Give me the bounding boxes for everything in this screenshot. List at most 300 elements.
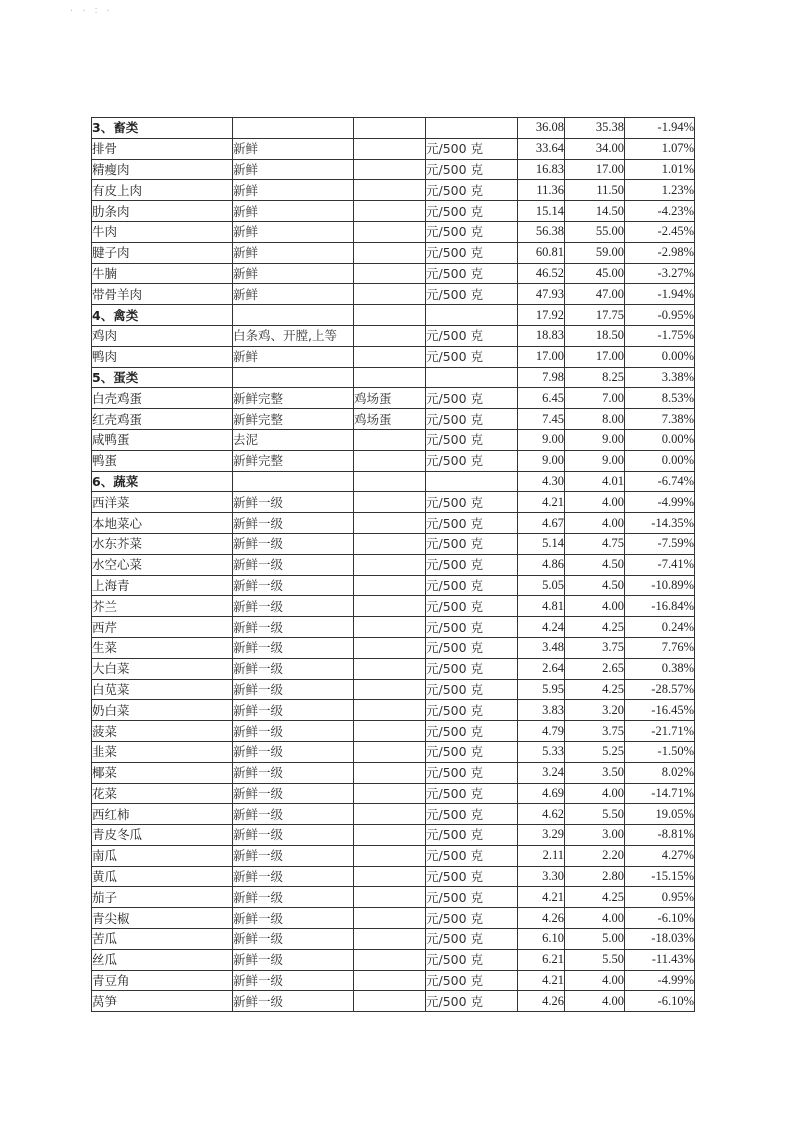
item-change: 0.00%	[625, 450, 695, 471]
item-unit: 元/500 克	[426, 762, 518, 783]
item-unit: 元/500 克	[426, 783, 518, 804]
item-change: -6.10%	[625, 991, 695, 1012]
item-unit: 元/500 克	[426, 617, 518, 638]
table-row	[92, 492, 695, 513]
item-grade: 鸡场蛋	[354, 409, 426, 430]
item-unit: 元/500 克	[426, 180, 518, 201]
table-row	[92, 242, 695, 263]
item-change: -1.50%	[625, 741, 695, 762]
table-row	[92, 284, 695, 305]
item-name: 有皮上肉	[92, 180, 233, 201]
item-prev-price: 3.48	[518, 637, 565, 658]
item-change: 0.38%	[625, 658, 695, 679]
item-spec: 新鲜	[233, 221, 354, 242]
table-row	[92, 845, 695, 866]
item-curr-price: 3.75	[565, 721, 625, 742]
item-curr-price: 11.50	[565, 180, 625, 201]
item-curr-price: 4.25	[565, 679, 625, 700]
table-row	[92, 263, 695, 284]
item-name: 花菜	[92, 783, 233, 804]
item-curr-price: 4.00	[565, 492, 625, 513]
item-change: 1.07%	[625, 138, 695, 159]
item-name: 茄子	[92, 887, 233, 908]
item-spec: 新鲜一级	[233, 804, 354, 825]
category-row	[92, 305, 695, 326]
item-change: -7.59%	[625, 533, 695, 554]
item-grade	[354, 284, 426, 305]
table-row	[92, 929, 695, 950]
item-curr-price: 59.00	[565, 242, 625, 263]
item-unit: 元/500 克	[426, 991, 518, 1012]
item-curr-price: 2.65	[565, 658, 625, 679]
item-unit: 元/500 克	[426, 825, 518, 846]
item-name: 黄瓜	[92, 866, 233, 887]
item-unit: 元/500 克	[426, 741, 518, 762]
item-name: 芥兰	[92, 596, 233, 617]
table-row	[92, 575, 695, 596]
item-spec: 新鲜一级	[233, 575, 354, 596]
table-row	[92, 949, 695, 970]
item-grade	[354, 180, 426, 201]
item-grade	[354, 201, 426, 222]
category-row	[92, 118, 695, 139]
category-spec-cell	[233, 305, 354, 326]
item-prev-price: 17.00	[518, 346, 565, 367]
item-unit: 元/500 克	[426, 637, 518, 658]
item-grade	[354, 658, 426, 679]
category-unit-cell	[426, 305, 518, 326]
item-prev-price: 7.45	[518, 409, 565, 430]
item-change: -7.41%	[625, 554, 695, 575]
category-change: -1.94%	[625, 118, 695, 139]
table-row	[92, 533, 695, 554]
item-grade	[354, 866, 426, 887]
item-name: 青尖椒	[92, 908, 233, 929]
item-spec: 新鲜	[233, 263, 354, 284]
item-name: 上海青	[92, 575, 233, 596]
item-curr-price: 5.00	[565, 929, 625, 950]
item-curr-price: 4.00	[565, 596, 625, 617]
item-grade	[354, 741, 426, 762]
item-change: 0.00%	[625, 346, 695, 367]
item-change: 4.27%	[625, 845, 695, 866]
table-row	[92, 388, 695, 409]
table-row	[92, 201, 695, 222]
item-unit: 元/500 克	[426, 325, 518, 346]
item-grade	[354, 325, 426, 346]
item-unit: 元/500 克	[426, 201, 518, 222]
item-curr-price: 4.00	[565, 908, 625, 929]
item-name: 奶白菜	[92, 700, 233, 721]
item-prev-price: 4.86	[518, 554, 565, 575]
item-unit: 元/500 克	[426, 929, 518, 950]
item-curr-price: 5.25	[565, 741, 625, 762]
item-spec: 新鲜一级	[233, 700, 354, 721]
item-unit: 元/500 克	[426, 721, 518, 742]
item-name: 带骨羊肉	[92, 284, 233, 305]
item-grade	[354, 845, 426, 866]
item-unit: 元/500 克	[426, 908, 518, 929]
item-curr-price: 3.75	[565, 637, 625, 658]
item-spec: 新鲜一级	[233, 637, 354, 658]
item-spec: 新鲜一级	[233, 762, 354, 783]
table-row	[92, 429, 695, 450]
category-unit-cell	[426, 367, 518, 388]
item-unit: 元/500 克	[426, 575, 518, 596]
item-grade	[354, 679, 426, 700]
category-prev-price: 17.92	[518, 305, 565, 326]
item-spec: 新鲜	[233, 180, 354, 201]
item-change: -4.99%	[625, 492, 695, 513]
item-grade	[354, 721, 426, 742]
item-curr-price: 9.00	[565, 429, 625, 450]
item-name: 精瘦肉	[92, 159, 233, 180]
item-name: 咸鸭蛋	[92, 429, 233, 450]
item-grade	[354, 991, 426, 1012]
item-unit: 元/500 克	[426, 700, 518, 721]
item-spec: 新鲜一级	[233, 554, 354, 575]
item-name: 莴笋	[92, 991, 233, 1012]
item-grade	[354, 429, 426, 450]
item-grade	[354, 887, 426, 908]
item-change: -10.89%	[625, 575, 695, 596]
item-change: -15.15%	[625, 866, 695, 887]
item-grade	[354, 513, 426, 534]
item-curr-price: 4.50	[565, 575, 625, 596]
item-spec: 新鲜一级	[233, 783, 354, 804]
item-change: 19.05%	[625, 804, 695, 825]
item-name: 南瓜	[92, 845, 233, 866]
item-unit: 元/500 克	[426, 949, 518, 970]
table-row	[92, 617, 695, 638]
item-unit: 元/500 克	[426, 554, 518, 575]
table-row	[92, 450, 695, 471]
table-row	[92, 221, 695, 242]
item-spec: 新鲜	[233, 159, 354, 180]
item-curr-price: 4.25	[565, 887, 625, 908]
item-change: -21.71%	[625, 721, 695, 742]
item-grade	[354, 346, 426, 367]
item-unit: 元/500 克	[426, 221, 518, 242]
item-unit: 元/500 克	[426, 866, 518, 887]
item-spec: 新鲜一级	[233, 533, 354, 554]
item-grade	[354, 492, 426, 513]
category-prev-price: 7.98	[518, 367, 565, 388]
item-curr-price: 2.20	[565, 845, 625, 866]
table-row	[92, 596, 695, 617]
table-row	[92, 637, 695, 658]
item-spec: 新鲜一级	[233, 658, 354, 679]
category-change: -6.74%	[625, 471, 695, 492]
item-prev-price: 4.67	[518, 513, 565, 534]
item-grade	[354, 263, 426, 284]
item-curr-price: 4.00	[565, 513, 625, 534]
item-change: -4.23%	[625, 201, 695, 222]
item-grade	[354, 242, 426, 263]
item-grade	[354, 575, 426, 596]
item-unit: 元/500 克	[426, 804, 518, 825]
item-unit: 元/500 克	[426, 388, 518, 409]
table-row	[92, 908, 695, 929]
item-spec: 新鲜一级	[233, 887, 354, 908]
item-name: 水空心菜	[92, 554, 233, 575]
item-change: -28.57%	[625, 679, 695, 700]
category-row	[92, 367, 695, 388]
item-grade	[354, 949, 426, 970]
table-row	[92, 180, 695, 201]
item-prev-price: 9.00	[518, 450, 565, 471]
category-curr-price: 4.01	[565, 471, 625, 492]
item-change: 0.00%	[625, 429, 695, 450]
item-name: 肋条肉	[92, 201, 233, 222]
item-unit: 元/500 克	[426, 533, 518, 554]
category-prev-price: 36.08	[518, 118, 565, 139]
item-grade	[354, 637, 426, 658]
table-row	[92, 554, 695, 575]
item-curr-price: 55.00	[565, 221, 625, 242]
item-prev-price: 3.24	[518, 762, 565, 783]
item-change: 0.95%	[625, 887, 695, 908]
item-unit: 元/500 克	[426, 429, 518, 450]
item-name: 水东芥菜	[92, 533, 233, 554]
item-prev-price: 6.21	[518, 949, 565, 970]
item-grade	[354, 825, 426, 846]
item-spec: 新鲜一级	[233, 845, 354, 866]
item-prev-price: 18.83	[518, 325, 565, 346]
item-name: 菠菜	[92, 721, 233, 742]
item-unit: 元/500 克	[426, 242, 518, 263]
item-unit: 元/500 克	[426, 513, 518, 534]
item-curr-price: 4.50	[565, 554, 625, 575]
item-spec: 白条鸡、开膛,上等	[233, 325, 354, 346]
category-grade-cell	[354, 118, 426, 139]
item-name: 白壳鸡蛋	[92, 388, 233, 409]
item-spec: 新鲜一级	[233, 721, 354, 742]
category-grade-cell	[354, 471, 426, 492]
item-curr-price: 3.20	[565, 700, 625, 721]
item-unit: 元/500 克	[426, 679, 518, 700]
item-prev-price: 5.05	[518, 575, 565, 596]
item-curr-price: 45.00	[565, 263, 625, 284]
category-prev-price: 4.30	[518, 471, 565, 492]
item-change: 8.02%	[625, 762, 695, 783]
item-name: 西洋菜	[92, 492, 233, 513]
price-table-body	[92, 118, 695, 1012]
item-prev-price: 3.30	[518, 866, 565, 887]
item-prev-price: 2.11	[518, 845, 565, 866]
category-title: 6、蔬菜	[92, 471, 233, 492]
item-unit: 元/500 克	[426, 887, 518, 908]
item-name: 苦瓜	[92, 929, 233, 950]
item-prev-price: 4.69	[518, 783, 565, 804]
item-prev-price: 47.93	[518, 284, 565, 305]
table-row	[92, 658, 695, 679]
item-spec: 新鲜完整	[233, 409, 354, 430]
item-grade	[354, 221, 426, 242]
item-change: 7.76%	[625, 637, 695, 658]
item-prev-price: 5.95	[518, 679, 565, 700]
item-unit: 元/500 克	[426, 159, 518, 180]
category-change: -0.95%	[625, 305, 695, 326]
item-change: -14.35%	[625, 513, 695, 534]
item-change: 0.24%	[625, 617, 695, 638]
item-spec: 新鲜	[233, 138, 354, 159]
item-grade	[354, 700, 426, 721]
item-curr-price: 4.00	[565, 783, 625, 804]
item-curr-price: 5.50	[565, 949, 625, 970]
item-grade	[354, 596, 426, 617]
item-prev-price: 56.38	[518, 221, 565, 242]
item-curr-price: 5.50	[565, 804, 625, 825]
item-curr-price: 2.80	[565, 866, 625, 887]
scan-specks: · · ∶ ·	[70, 6, 113, 17]
item-unit: 元/500 克	[426, 450, 518, 471]
item-curr-price: 4.25	[565, 617, 625, 638]
item-change: 8.53%	[625, 388, 695, 409]
item-change: -11.43%	[625, 949, 695, 970]
category-change: 3.38%	[625, 367, 695, 388]
category-grade-cell	[354, 305, 426, 326]
category-spec-cell	[233, 367, 354, 388]
item-grade	[354, 554, 426, 575]
item-curr-price: 17.00	[565, 159, 625, 180]
item-spec: 新鲜一级	[233, 679, 354, 700]
item-name: 大白菜	[92, 658, 233, 679]
item-grade	[354, 762, 426, 783]
table-row	[92, 825, 695, 846]
item-prev-price: 6.45	[518, 388, 565, 409]
item-prev-price: 46.52	[518, 263, 565, 284]
item-prev-price: 9.00	[518, 429, 565, 450]
item-grade	[354, 533, 426, 554]
category-unit-cell	[426, 471, 518, 492]
item-name: 白苋菜	[92, 679, 233, 700]
category-grade-cell	[354, 367, 426, 388]
item-name: 鸡肉	[92, 325, 233, 346]
item-name: 青皮冬瓜	[92, 825, 233, 846]
category-curr-price: 8.25	[565, 367, 625, 388]
item-name: 丝瓜	[92, 949, 233, 970]
item-prev-price: 4.21	[518, 970, 565, 991]
item-change: -2.98%	[625, 242, 695, 263]
item-grade	[354, 617, 426, 638]
item-unit: 元/500 克	[426, 409, 518, 430]
item-prev-price: 4.62	[518, 804, 565, 825]
category-title: 3、畜类	[92, 118, 233, 139]
item-grade	[354, 450, 426, 471]
item-prev-price: 2.64	[518, 658, 565, 679]
item-spec: 新鲜一级	[233, 991, 354, 1012]
item-grade: 鸡场蛋	[354, 388, 426, 409]
item-unit: 元/500 克	[426, 596, 518, 617]
item-change: -16.45%	[625, 700, 695, 721]
table-row	[92, 991, 695, 1012]
table-row	[92, 721, 695, 742]
item-name: 牛肉	[92, 221, 233, 242]
table-row	[92, 409, 695, 430]
item-spec: 新鲜一级	[233, 741, 354, 762]
item-prev-price: 5.33	[518, 741, 565, 762]
item-spec: 新鲜	[233, 284, 354, 305]
table-row	[92, 679, 695, 700]
item-spec: 新鲜一级	[233, 492, 354, 513]
table-row	[92, 866, 695, 887]
item-name: 本地菜心	[92, 513, 233, 534]
item-change: -1.94%	[625, 284, 695, 305]
table-row	[92, 159, 695, 180]
category-curr-price: 17.75	[565, 305, 625, 326]
item-curr-price: 8.00	[565, 409, 625, 430]
item-prev-price: 60.81	[518, 242, 565, 263]
table-row	[92, 346, 695, 367]
item-unit: 元/500 克	[426, 845, 518, 866]
category-spec-cell	[233, 118, 354, 139]
item-unit: 元/500 克	[426, 492, 518, 513]
item-prev-price: 11.36	[518, 180, 565, 201]
item-curr-price: 18.50	[565, 325, 625, 346]
item-name: 排骨	[92, 138, 233, 159]
item-curr-price: 7.00	[565, 388, 625, 409]
item-name: 青豆角	[92, 970, 233, 991]
price-table	[91, 117, 695, 1012]
item-spec: 新鲜完整	[233, 450, 354, 471]
item-grade	[354, 929, 426, 950]
table-row	[92, 138, 695, 159]
item-spec: 新鲜一级	[233, 970, 354, 991]
item-name: 鸭蛋	[92, 450, 233, 471]
item-grade	[354, 970, 426, 991]
table-row	[92, 887, 695, 908]
item-curr-price: 47.00	[565, 284, 625, 305]
item-prev-price: 6.10	[518, 929, 565, 950]
item-spec: 新鲜	[233, 242, 354, 263]
item-spec: 新鲜一级	[233, 866, 354, 887]
table-row	[92, 970, 695, 991]
item-unit: 元/500 克	[426, 263, 518, 284]
item-name: 红壳鸡蛋	[92, 409, 233, 430]
item-prev-price: 4.26	[518, 991, 565, 1012]
item-change: -3.27%	[625, 263, 695, 284]
item-curr-price: 9.00	[565, 450, 625, 471]
item-spec: 新鲜	[233, 346, 354, 367]
item-name: 腱子肉	[92, 242, 233, 263]
item-prev-price: 4.21	[518, 492, 565, 513]
table-row	[92, 741, 695, 762]
item-unit: 元/500 克	[426, 658, 518, 679]
item-spec: 新鲜	[233, 201, 354, 222]
item-change: 1.01%	[625, 159, 695, 180]
item-name: 牛腩	[92, 263, 233, 284]
item-grade	[354, 804, 426, 825]
item-prev-price: 3.83	[518, 700, 565, 721]
item-change: -1.75%	[625, 325, 695, 346]
item-prev-price: 3.29	[518, 825, 565, 846]
category-spec-cell	[233, 471, 354, 492]
item-prev-price: 4.21	[518, 887, 565, 908]
item-change: 1.23%	[625, 180, 695, 201]
item-name: 西芹	[92, 617, 233, 638]
item-prev-price: 4.24	[518, 617, 565, 638]
item-change: -2.45%	[625, 221, 695, 242]
item-unit: 元/500 克	[426, 970, 518, 991]
item-change: -6.10%	[625, 908, 695, 929]
item-curr-price: 17.00	[565, 346, 625, 367]
table-row	[92, 513, 695, 534]
item-unit: 元/500 克	[426, 346, 518, 367]
category-unit-cell	[426, 118, 518, 139]
category-curr-price: 35.38	[565, 118, 625, 139]
item-curr-price: 4.75	[565, 533, 625, 554]
